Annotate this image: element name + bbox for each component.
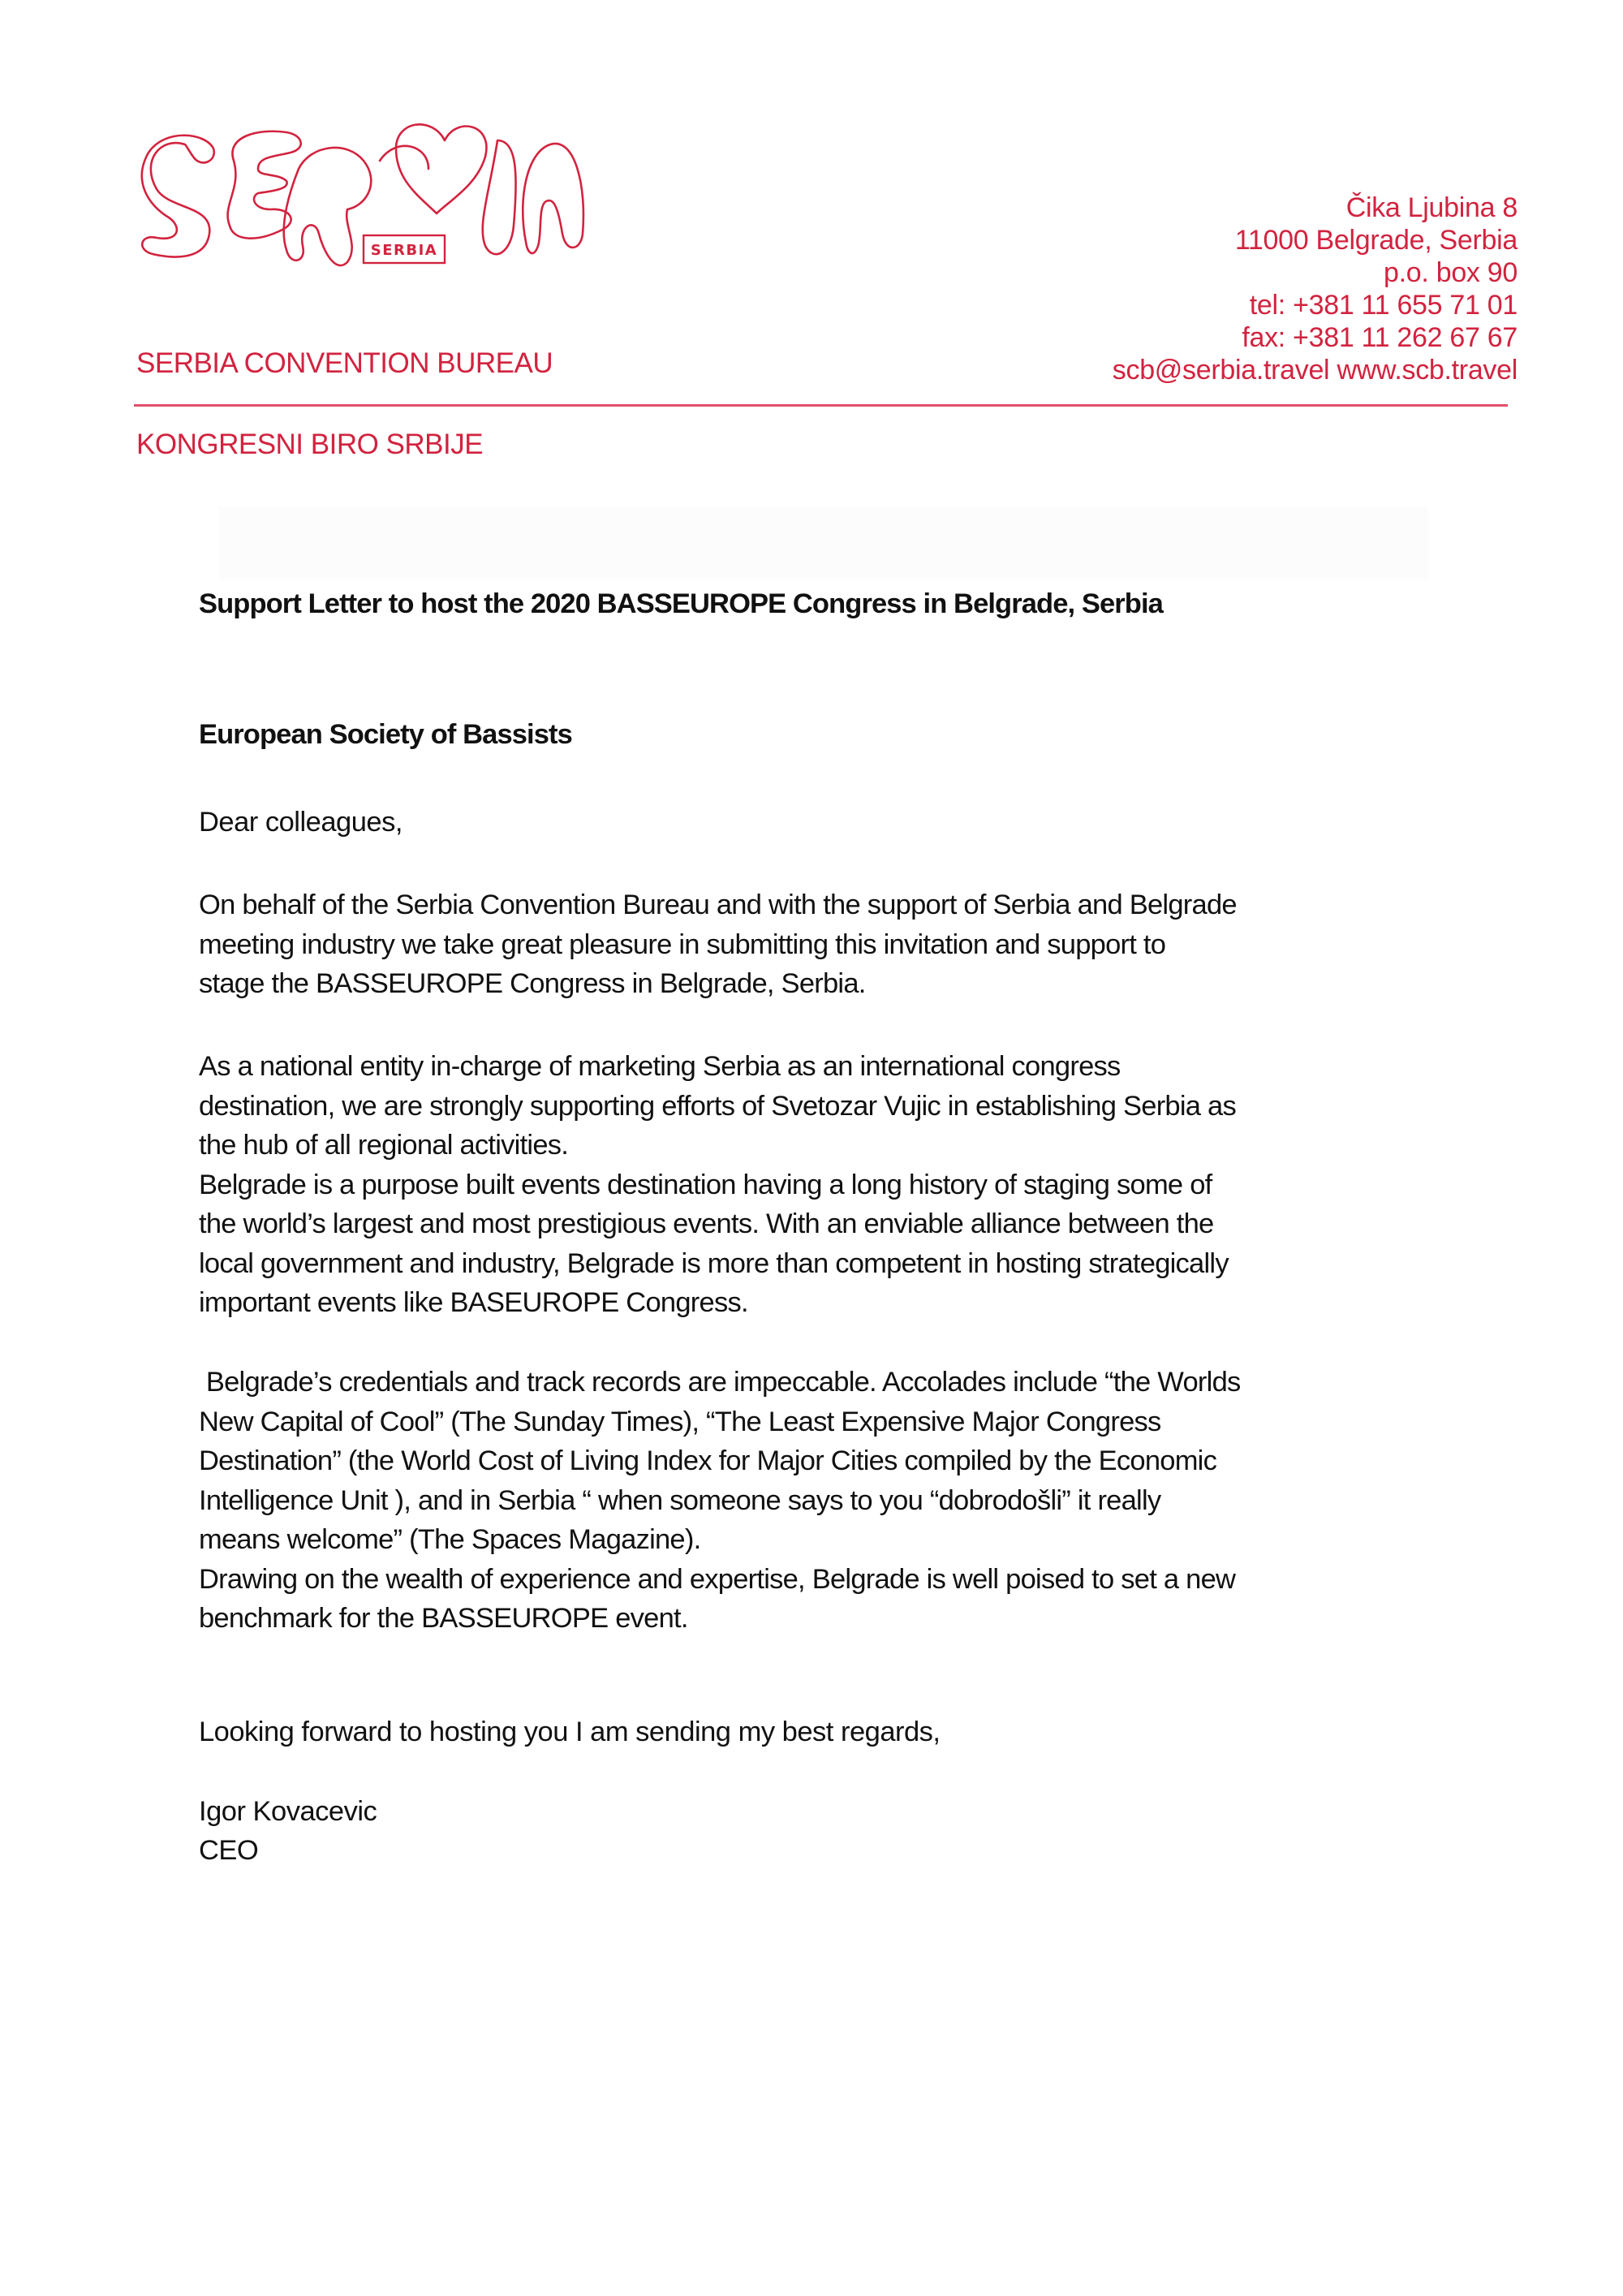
address-street: Čika Ljubina 8: [1345, 192, 1518, 223]
paragraph-line: local government and industry, Belgrade is more than competent in hosting strategically: [199, 1247, 1229, 1279]
serbia-heart-logo-icon: [136, 112, 591, 282]
email-and-website[interactable]: scb@serbia.travel www.scb.travel: [1112, 355, 1518, 386]
letter-closing: Looking forward to hosting you I am sending my best regards,: [199, 1717, 941, 1747]
paragraph-line: Destination” (the World Cost of Living Index for Major Cities compiled by the Economic: [199, 1445, 1217, 1476]
paragraph-line: stage the BASSEUROPE Congress in Belgrade, Serbia.: [199, 968, 866, 999]
paragraph-line: Intelligence Unit ), and in Serbia “ when someone says to you “dobrodošli” it really: [199, 1484, 1161, 1516]
paragraph-invitation: [199, 885, 1237, 1004]
paragraph-line: destination, we are strongly supporting efforts of Svetozar Vujic in establishing Serbia as: [199, 1090, 1236, 1122]
paragraph-line: important events like BASEUROPE Congress.: [199, 1287, 748, 1318]
signatory-name: Igor Kovacevic: [199, 1796, 377, 1827]
paragraph-line: On behalf of the Serbia Convention Bureau and with the support of Serbia and Belgrade: [199, 890, 1237, 920]
letter-salutation: Dear colleagues,: [199, 807, 403, 838]
paragraph-line: Belgrade’s credentials and track records are impeccable. Accolades include “the Worlds: [199, 1367, 1241, 1398]
signatory-title: CEO: [199, 1835, 259, 1866]
paragraph-line: meeting industry we take great pleasure in submitting this invitation and support to: [199, 928, 1166, 960]
paragraph-line: the hub of all regional activities.: [199, 1130, 569, 1161]
paragraph-line: means welcome” (The Spaces Magazine).: [199, 1524, 701, 1555]
organization-name: SERBIA CONVENTION BUREAU: [136, 347, 553, 379]
address-city: 11000 Belgrade, Serbia: [1234, 225, 1518, 256]
paragraph-line: Belgrade is a purpose built events destination having a long history of staging some of: [199, 1169, 1212, 1200]
letter-recipient: European Society of Bassists: [199, 719, 572, 750]
paragraph-credentials: [199, 1363, 1241, 1639]
fax: fax: +381 11 262 67 67: [1242, 322, 1518, 353]
letterhead-divider: [134, 404, 1508, 407]
paragraph-line: benchmark for the BASSEUROPE event.: [199, 1603, 688, 1634]
letter-subject: Support Letter to host the 2020 BASSEUROPE Congress in Belgrade, Serbia: [199, 588, 1163, 619]
logo-badge-text: SERBIA: [370, 242, 438, 259]
po-box: p.o. box 90: [1384, 257, 1518, 288]
contact-block: [1113, 192, 1518, 386]
paragraph-line: the world’s largest and most prestigious events. With an enviable alliance between the: [199, 1208, 1214, 1239]
organization-name-local: KONGRESNI BIRO SRBIJE: [136, 429, 484, 460]
paragraph-line: Drawing on the wealth of experience and expertise, Belgrade is well poised to set a new: [199, 1563, 1236, 1595]
paragraph-destination: [199, 1047, 1236, 1323]
telephone: tel: +381 11 655 71 01: [1249, 290, 1518, 321]
paragraph-line: As a national entity in-charge of marketing Serbia as an international congress: [199, 1051, 1121, 1082]
scan-artifact-band: [219, 506, 1428, 579]
paragraph-line: New Capital of Cool” (The Sunday Times), “The Least Expensive Major Congress: [199, 1406, 1161, 1437]
